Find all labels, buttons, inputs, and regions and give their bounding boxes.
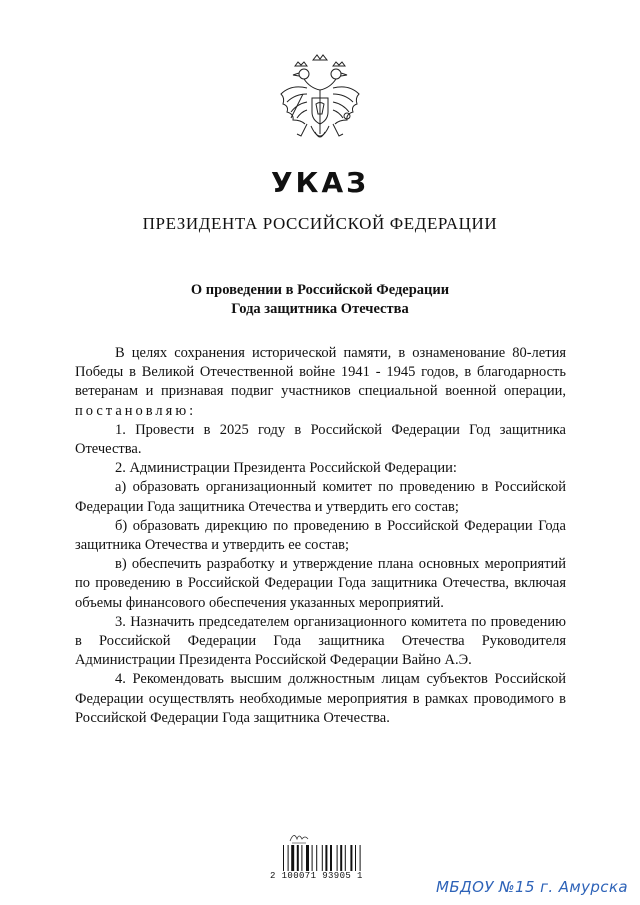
- intro-text: В целях сохранения исторической памяти, в ознаменование 80-летия Победы в Великой Отечественной войне 1941 - 1945 годов, в благодарность ветеранам и признавая подвиг участников специальной военной операции,: [75, 345, 566, 400]
- document-title: УКАЗ: [270, 166, 370, 199]
- decree-heading-line: Года защитника Отечества: [231, 301, 409, 317]
- signature-mark-icon: [288, 827, 310, 845]
- barcode-icon: [283, 845, 361, 871]
- decree-paragraph: 2. Администрации Президента Российской Федерации:: [115, 460, 457, 477]
- decree-heading: [0, 281, 640, 319]
- decree-paragraph: в) обеспечить разработку и утверждение плана основных мероприятий по проведению в Российской Федерации Года защитника Отечества, включая объемы финансового обеспечения указанных мероприятий.: [75, 556, 566, 611]
- decree-heading-line: О проведении в Российской Федерации: [190, 282, 450, 298]
- decree-word: постановляю:: [75, 402, 197, 419]
- decree-paragraph: 4. Рекомендовать высшим должностным лицам субъектов Российской Федерации осуществлять необходимые мероприятия в рамках проводимого в Российской Федерации Года защитника Отечества.: [75, 671, 566, 726]
- decree-body: [75, 344, 566, 728]
- decree-intro: [75, 344, 566, 421]
- decree-paragraph: а) образовать организационный комитет по проведению в Российской Федерации Года защитника Отечества и утвердить его состав;: [75, 479, 566, 515]
- decree-paragraph: б) образовать дирекцию по проведению в Российской Федерации Года защитника Отечества и утвердить ее состав;: [75, 517, 566, 554]
- watermark-text: МБДОУ №15 г. Амурска: [435, 878, 628, 896]
- coat-of-arms-icon: [277, 54, 363, 154]
- decree-paragraph: 3. Назначить председателем организационного комитета по проведению в Российской Федерации Года защитника Отечества Руководителя Администрации Президента Российской Федерации Вайно А.Э.: [75, 613, 566, 669]
- document-subtitle: ПРЕЗИДЕНТА РОССИЙСКОЙ ФЕДЕРАЦИИ: [142, 214, 498, 233]
- barcode-number: 2 100071 93905 1: [270, 871, 363, 881]
- decree-paragraph: 1. Провести в 2025 году в Российской Федерации Год защитника Отечества.: [75, 421, 566, 458]
